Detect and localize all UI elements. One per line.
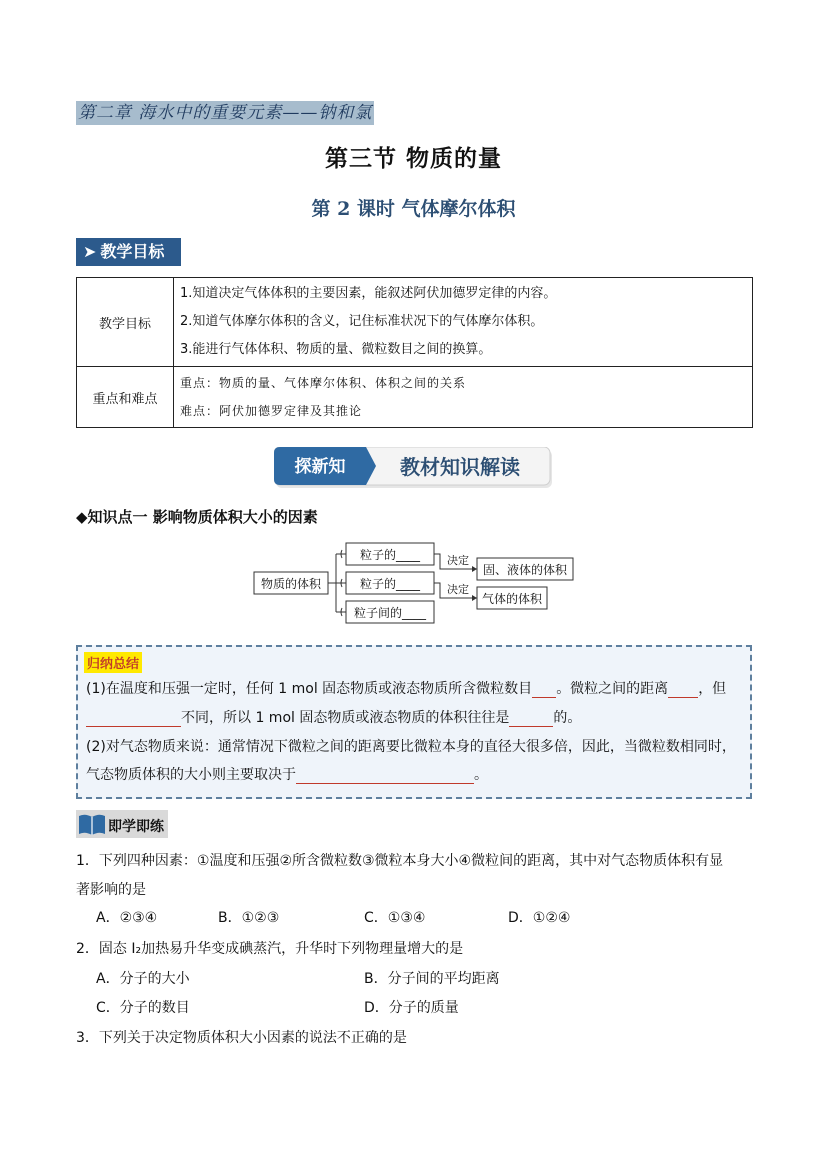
q1-option-d: D．①②④	[508, 910, 571, 926]
answer-blank	[296, 767, 474, 784]
summary-line-2	[86, 707, 581, 727]
question-3: 3．下列关于决定物质体积大小因素的说法不正确的是	[76, 1030, 407, 1046]
answer-blank	[86, 710, 181, 727]
objectives-table	[76, 277, 753, 428]
goals-label: 教学目标	[77, 278, 174, 367]
summary-line-1	[86, 678, 726, 698]
question-1: 1．下列四种因素：①温度和压强②所含微粒数③微粒本身大小④微粒间的距离，其中对气态物质体积有显	[76, 853, 724, 869]
goal-item: 1.知道决定气体体积的主要因素，能叙述阿伏加德罗定律的内容。	[180, 286, 557, 301]
objectives-tag-label: 教学目标	[100, 242, 165, 261]
chapter-heading: 第二章 海水中的重要元素——钠和氯	[78, 103, 373, 123]
keypoints-label: 重点和难点	[77, 367, 174, 428]
summary-text: (2)对气态物质来说：通常情况下微粒之间的距离要比微粒本身的直径大很多倍，因此，当微粒数相同时，	[86, 739, 736, 755]
q2-option-a: A．分子的大小	[96, 971, 190, 987]
q2-option-d: D．分子的质量	[364, 1000, 459, 1016]
practice-tag: 即学即练	[108, 819, 164, 835]
diagram-factor-1: 粒子的____	[359, 548, 421, 562]
summary-line-3	[86, 736, 736, 756]
diagram-result-1: 固、液体的体积	[482, 563, 568, 577]
objectives-tag	[76, 238, 181, 266]
knowledge-point-title: ◆知识点一 影响物质体积大小的因素	[76, 508, 318, 526]
q1-option-c: C．①③④	[364, 910, 426, 926]
summary-text: ，但	[698, 681, 727, 697]
answer-blank	[509, 710, 553, 727]
keypoint-item: 重点：物质的量、气体摩尔体积、体积之间的关系	[180, 376, 467, 390]
question-1-cont: 著影响的是	[76, 882, 146, 898]
q2-option-c: C．分子的数目	[96, 1000, 190, 1016]
volume-factors-diagram	[250, 540, 580, 626]
diagram-decides-1: 决定	[447, 554, 469, 567]
diagram-factor-2: 粒子的____	[359, 577, 421, 591]
summary-text: (1)在温度和压强一定时，任何 1 mol 固态物质或液态物质所含微粒数目	[86, 681, 533, 697]
summary-text: 的。	[553, 710, 582, 726]
keypoints-content	[174, 367, 753, 428]
summary-tag: 归纳总结	[84, 652, 142, 673]
summary-text: 。	[474, 767, 488, 783]
answer-blank	[532, 681, 556, 698]
summary-text: 气态物质体积的大小则主要取决于	[86, 767, 296, 783]
summary-line-4	[86, 764, 488, 784]
q1-option-a: A．②③④	[96, 910, 158, 926]
diagram-result-2: 气体的体积	[481, 592, 543, 606]
book-icon	[77, 811, 107, 837]
summary-text: 不同，所以 1 mol 固态物质或液态物质的体积往往是	[181, 710, 510, 726]
answer-blank	[668, 681, 698, 698]
explore-banner	[274, 447, 554, 489]
goals-content	[174, 278, 753, 367]
q1-option-b: B．①②③	[218, 910, 280, 926]
keypoint-item: 难点：阿伏加德罗定律及其推论	[180, 404, 363, 418]
arrow-right-icon: ➤	[83, 242, 97, 261]
banner-left-text: 探新知	[294, 457, 346, 477]
section-title: 第三节 物质的量	[324, 146, 502, 172]
lesson-title: 第 2 课时 气体摩尔体积	[311, 198, 516, 220]
q2-option-b: B．分子间的平均距离	[364, 971, 500, 987]
diagram-factor-3: 粒子间的____	[353, 606, 427, 620]
question-2: 2．固态 I₂加热易升华变成碘蒸汽，升华时下列物理量增大的是	[76, 941, 464, 957]
goal-item: 2.知道气体摩尔体积的含义，记住标准状况下的气体摩尔体积。	[180, 314, 544, 329]
diagram-decides-2: 决定	[447, 583, 469, 596]
summary-text: 。微粒之间的距离	[556, 681, 669, 697]
diagram-root: 物质的体积	[260, 577, 322, 591]
goal-item: 3.能进行气体体积、物质的量、微粒数目之间的换算。	[180, 342, 492, 357]
banner-right-text: 教材知识解读	[400, 455, 520, 479]
